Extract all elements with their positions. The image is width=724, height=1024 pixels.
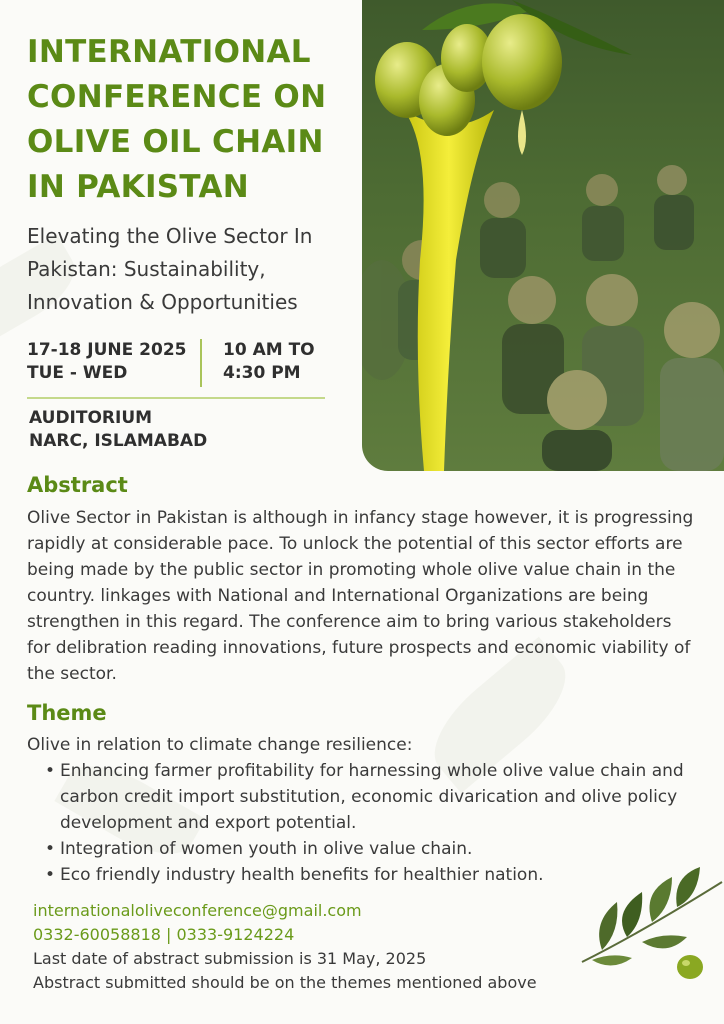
contact-phones: 0332-60058818 | 0333-9124224 — [33, 925, 295, 944]
venue-divider — [27, 397, 325, 399]
hero-photo — [362, 0, 724, 471]
conference-subtitle: Elevating the Olive Sector In Pakistan: Sustainability, Innovation & Opportunities — [27, 224, 313, 314]
event-venue — [29, 407, 207, 453]
olive-oil-illustration — [362, 0, 724, 471]
event-time-block — [223, 339, 315, 385]
abstract-heading: Abstract — [27, 473, 128, 497]
event-time-start: 10 AM TO — [223, 340, 315, 360]
event-time-end: 4:30 PM — [223, 363, 301, 383]
theme-item: • Eco friendly industry health benefits for healthier nation. — [45, 865, 544, 885]
theme-intro: Olive in relation to climate change resilience: — [27, 735, 413, 755]
theme-item-text: Enhancing farmer profitability for harnessing whole olive value chain and carbon credit import substitution, economic divarication and olive policy development and export potential. — [60, 761, 684, 833]
theme-item: • Integration of women youth in olive value chain. — [45, 839, 473, 859]
submission-deadline: Last date of abstract submission is 31 May, 2025 — [33, 949, 427, 968]
theme-item-text: Eco friendly industry health benefits for healthier nation. — [60, 865, 544, 885]
venue-line-2: NARC, ISLAMABAD — [29, 431, 208, 451]
venue-line-1: AUDITORIUM — [29, 408, 153, 428]
theme-item-text: Integration of women youth in olive value chain. — [60, 839, 473, 859]
abstract-text: Olive Sector in Pakistan is although in infancy stage however, it is progressing rapidly at considerable pace. To unlock the potential of this sector efforts are being made by the public sector in promoting whole olive value chain in the country. linkages with National and International Organizations are being strengthen in this regard. The conference aim to bring various stakeholders for delibration reading innovations, future prospects and economic viability of the sector. — [27, 508, 694, 684]
event-datetime — [27, 339, 327, 387]
contact-email[interactable]: internationaloliveconference@gmail.com — [33, 901, 362, 920]
theme-heading: Theme — [27, 701, 107, 725]
olive-branch-icon — [572, 862, 724, 984]
conference-title: INTERNATIONAL CONFERENCE ON OLIVE OIL CHAIN IN PAKISTAN — [27, 34, 327, 205]
event-days: TUE - WED — [27, 363, 128, 383]
event-date-block — [27, 339, 187, 385]
contact-block — [33, 899, 537, 995]
event-date: 17-18 JUNE 2025 — [27, 340, 187, 360]
theme-item: • Enhancing farmer profitability for harnessing whole olive value chain and carbon credit import substitution, economic divarication and olive policy development and export potential. — [45, 761, 684, 833]
submission-note: Abstract submitted should be on the themes mentioned above — [33, 973, 537, 992]
datetime-divider — [200, 339, 202, 387]
